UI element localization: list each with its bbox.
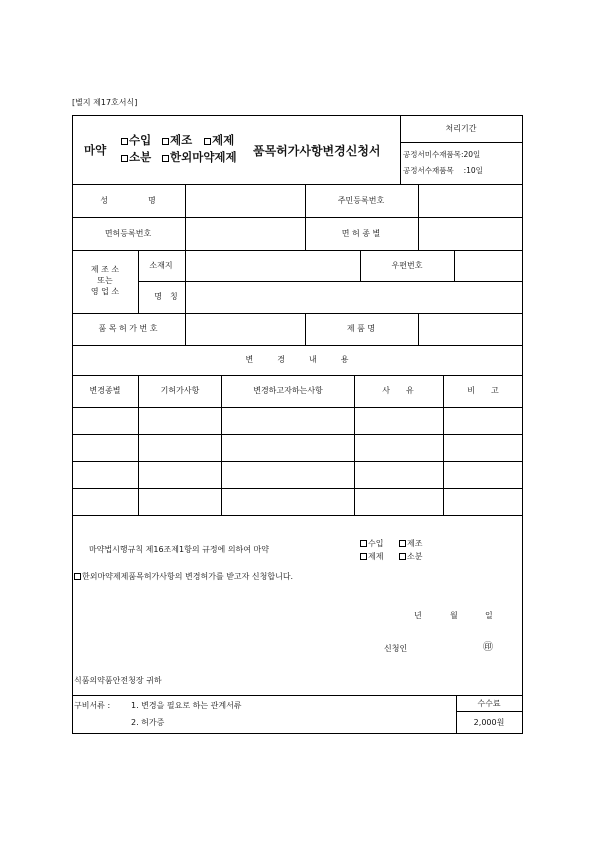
title-prefix: 마약 xyxy=(84,143,107,157)
col-line xyxy=(305,313,306,345)
date-year-label: 년 xyxy=(414,611,422,620)
fee-value: 2,000원 xyxy=(473,718,505,727)
processing-header: 처리기간 xyxy=(445,124,477,133)
processing-line-1: 공정서미수재품목:20일 xyxy=(403,150,481,159)
label-site-1: 제 조 소 xyxy=(90,265,120,274)
applicant-label: 신청인 xyxy=(384,644,408,653)
row-line xyxy=(72,345,523,346)
checkbox-manufacture[interactable] xyxy=(162,138,169,145)
declaration-line-1: 마약법시행규칙 제16조제1항의 규정에 의하여 마약 xyxy=(89,545,269,554)
title-option-formulation[interactable]: 제제 xyxy=(204,135,234,147)
title-option-import[interactable]: 수입 xyxy=(121,135,151,147)
label-site-2: 또는 xyxy=(97,276,113,285)
row-line xyxy=(72,313,523,314)
form-label: [별지 제17호서식] xyxy=(72,98,138,107)
row-line xyxy=(138,281,523,282)
label-site-3: 영 업 소 xyxy=(90,287,120,296)
table-row[interactable] xyxy=(72,462,523,488)
resident-no-field[interactable] xyxy=(420,186,520,215)
table-row[interactable] xyxy=(72,489,523,515)
col-line xyxy=(305,184,306,250)
label-name: 성 명 xyxy=(100,196,156,205)
label-postal: 우편번호 xyxy=(391,261,423,270)
checkbox-decl-import[interactable] xyxy=(360,540,367,547)
row-line xyxy=(72,217,523,218)
row-line xyxy=(72,515,523,516)
label-address: 소재지 xyxy=(149,261,173,270)
col-line xyxy=(418,184,419,250)
license-type-field[interactable] xyxy=(420,219,520,248)
col-header-previous: 기허가사항 xyxy=(160,386,200,395)
table-row[interactable] xyxy=(72,435,523,461)
changes-section-title: 변 경 내 용 xyxy=(245,355,349,364)
address-field[interactable] xyxy=(187,252,358,279)
col-line xyxy=(360,250,361,281)
label-license-type: 면 허 종 별 xyxy=(341,229,381,238)
col-line xyxy=(454,250,455,281)
decl-option-formulation[interactable]: 제제 xyxy=(360,553,383,561)
title-option-subdivision[interactable]: 소분 xyxy=(121,152,151,164)
seal-icon: ㊞ xyxy=(483,642,493,653)
license-no-field[interactable] xyxy=(187,219,303,248)
table-row[interactable] xyxy=(72,408,523,434)
postal-field[interactable] xyxy=(456,252,520,279)
row-line xyxy=(456,711,523,712)
required-doc-2: 2. 허가증 xyxy=(131,718,165,727)
product-name-field[interactable] xyxy=(420,315,520,343)
col-line xyxy=(456,695,457,734)
row-line xyxy=(72,250,523,251)
decl-option-import[interactable]: 수입 xyxy=(360,540,383,548)
declaration-line-2: 한외마약제제품목허가사항의 변경허가를 받고자 신청합니다. xyxy=(74,573,293,581)
decl-option-subdivision[interactable]: 소분 xyxy=(399,553,422,561)
site-name-field[interactable] xyxy=(187,283,520,311)
header-divider xyxy=(72,184,523,185)
title-option-hanoe[interactable]: 한외마약제제 xyxy=(162,152,237,164)
fee-label: 수수료 xyxy=(477,699,501,708)
processing-divider xyxy=(400,115,401,184)
required-doc-1: 1. 변경을 필요로 하는 관계서류 xyxy=(131,701,242,710)
required-docs-label: 구비서류 : xyxy=(74,701,111,710)
checkbox-decl-manufacture[interactable] xyxy=(399,540,406,547)
form-title: 품목허가사항변경신청서 xyxy=(253,144,381,158)
checkbox-hanoe[interactable] xyxy=(162,155,169,162)
date-day-label: 일 xyxy=(485,611,493,620)
col-line xyxy=(185,313,186,345)
col-line xyxy=(185,184,186,250)
row-line xyxy=(72,375,523,376)
addressee: 식품의약품안전청장 귀하 xyxy=(74,676,162,685)
checkbox-decl-subdivision[interactable] xyxy=(399,553,406,560)
title-option-manufacture[interactable]: 제조 xyxy=(162,135,192,147)
col-header-reason: 사 유 xyxy=(382,386,414,395)
checkbox-decl-formulation[interactable] xyxy=(360,553,367,560)
decl-option-manufacture[interactable]: 제조 xyxy=(399,540,422,548)
processing-line-2: 공정서수재품목 :10일 xyxy=(403,166,483,175)
label-product-name: 제 품 명 xyxy=(346,324,376,333)
label-resident-no: 주민등록번호 xyxy=(337,196,385,205)
col-header-requested: 변경하고자하는사항 xyxy=(253,386,323,395)
checkbox-import[interactable] xyxy=(121,138,128,145)
name-field[interactable] xyxy=(187,186,303,215)
item-permit-no-field[interactable] xyxy=(187,315,303,343)
checkbox-formulation[interactable] xyxy=(204,138,211,145)
processing-header-line xyxy=(400,142,523,143)
col-line xyxy=(418,313,419,345)
date-month-label: 월 xyxy=(450,611,458,620)
label-site-name: 명 칭 xyxy=(154,292,178,301)
label-license-no: 면허등록번호 xyxy=(104,229,152,238)
checkbox-subdivision[interactable] xyxy=(121,155,128,162)
col-header-remarks: 비 고 xyxy=(467,386,499,395)
col-header-change-type: 변경종별 xyxy=(89,386,121,395)
checkbox-decl-hanoe[interactable] xyxy=(74,573,81,580)
label-item-permit-no: 품 목 허 가 번 호 xyxy=(98,324,158,333)
